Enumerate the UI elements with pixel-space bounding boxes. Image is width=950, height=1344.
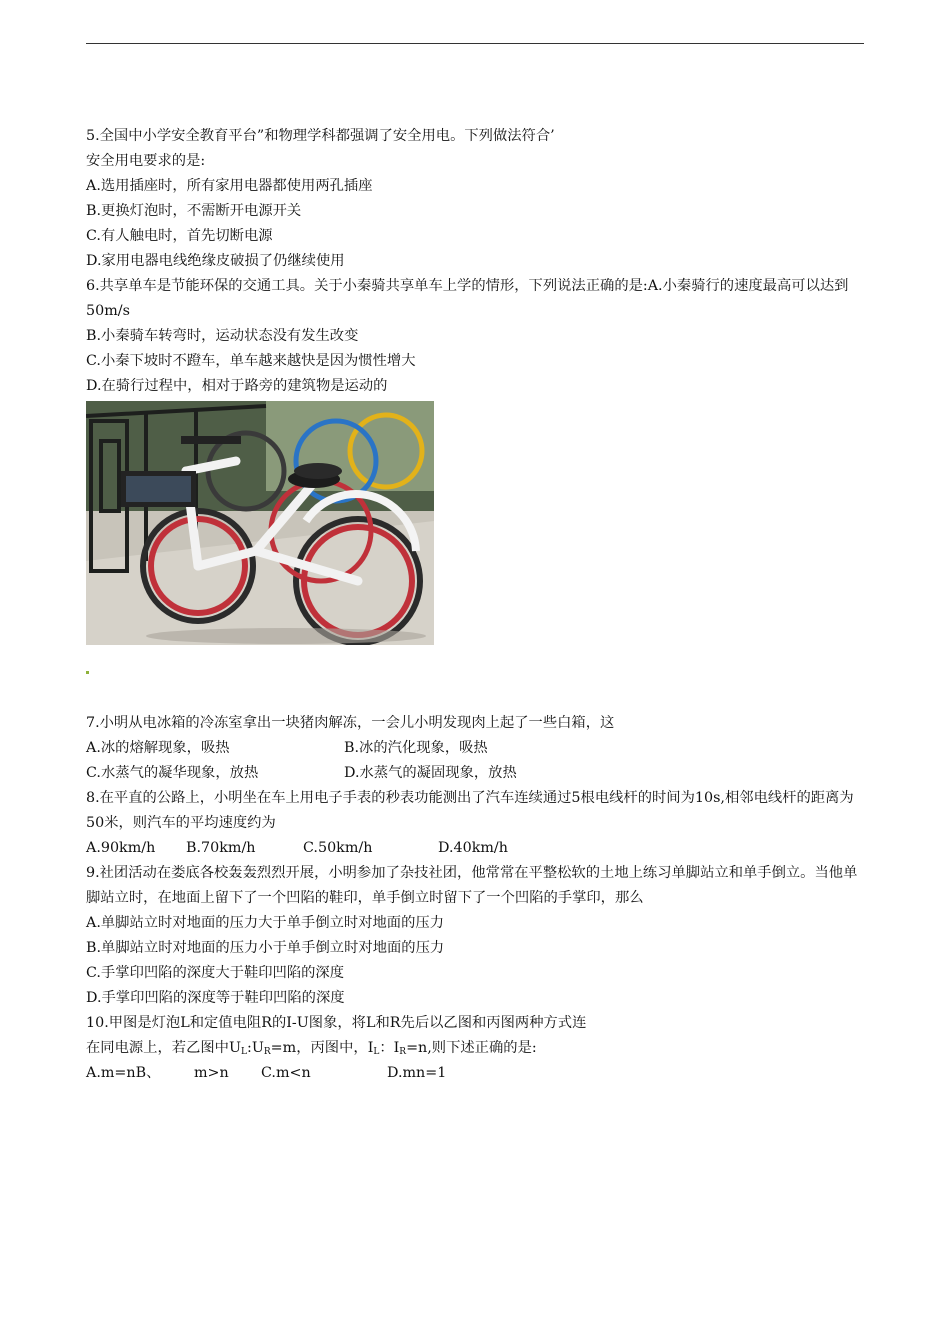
q7-option-b: B.冰的汽化现象，吸热: [344, 740, 488, 756]
q10-subscript-r: R: [399, 1047, 407, 1057]
q6-option-c: C.小秦下坡时不蹬车，单车越来越快是因为惯性增大: [86, 353, 416, 369]
q9-option-d: D.手掌印凹陷的深度等于鞋印凹陷的深度: [86, 990, 345, 1006]
q10-subscript-r: R: [263, 1047, 271, 1057]
q9-option-a: A.单脚站立时对地面的压力大于单手倒立时对地面的压力: [86, 915, 444, 931]
bicycle-illustration: [86, 401, 434, 645]
q10-subscript-l: L: [373, 1047, 380, 1057]
q10-option-c: C.m<n: [261, 1065, 311, 1081]
q8-option-a: A.90km/h: [86, 840, 156, 856]
q9-option-b: B.单脚站立时对地面的压力小于单手倒立时对地面的压力: [86, 940, 445, 956]
q5-option-d: D.家用电器电线绝缘皮破损了仍继续使用: [86, 253, 345, 269]
q10-subscript-l: L: [241, 1047, 248, 1057]
q10-stem-line1: 10.甲图是灯泡L和定值电阻R的I-U图象，将L和R先后以乙图和丙图两种方式连: [86, 1015, 587, 1031]
q10-stem-line2: [86, 1036, 866, 1061]
q10-text-part: =m，丙图中，I: [270, 1040, 374, 1056]
q5-option-b: B.更换灯泡时，不需断开电源开关: [86, 203, 302, 219]
q10-text-part: ：I: [379, 1040, 400, 1056]
q7-option-a: A.冰的熔解现象，吸热: [86, 740, 230, 756]
header-rule: [86, 43, 864, 44]
q9-stem: 9.社团活动在娄底各校轰轰烈烈开展，小明参加了杂技社团，他常常在平整松软的土地上练习单脚站立和单手倒立。当他单脚站立时，在地面上留下了一个凹陷的鞋印，单手倒立时留下了一个凹陷的手掌印，那么: [86, 865, 858, 906]
q7-options-row2: [86, 761, 866, 786]
q5-stem-line1: 5.全国中小学安全教育平台”和物理学科都强调了安全用电。下列做法符合’: [86, 128, 555, 144]
q10-text-part: =n,则下述正确的是:: [406, 1040, 537, 1056]
q8-options: [86, 836, 866, 861]
q9-option-c: C.手掌印凹陷的深度大于鞋印凹陷的深度: [86, 965, 345, 981]
q7-option-d: D.水蒸气的凝固现象，放热: [344, 765, 517, 781]
q7-option-c: C.水蒸气的凝华现象，放热: [86, 765, 259, 781]
q10-option-b: m>n: [194, 1065, 229, 1081]
q10-text-part: :U: [247, 1040, 264, 1056]
q10-options: [86, 1061, 866, 1086]
exam-content: [86, 124, 866, 1086]
q8-option-d: D.40km/h: [438, 840, 508, 856]
stray-mark: [86, 671, 89, 674]
q10-option-a: A.m=nB、: [86, 1065, 161, 1081]
q10-text-part: 在同电源上，若乙图中U: [86, 1040, 242, 1056]
shared-bicycle-photo: [86, 401, 434, 645]
q7-stem: 7.小明从电冰箱的冷冻室拿出一块猪肉解冻，一会儿小明发现肉上起了一些白箱，这: [86, 715, 615, 731]
q7-options-row1: [86, 736, 866, 761]
q8-option-c: C.50km/h: [303, 840, 373, 856]
q5-stem-line2: 安全用电要求的是:: [86, 153, 206, 169]
q8-option-b: B.70km/h: [186, 840, 256, 856]
q5-option-a: A.选用插座时，所有家用电器都使用两孔插座: [86, 178, 373, 194]
q8-stem: 8.在平直的公路上，小明坐在车上用电子手表的秒表功能测出了汽车连续通过5根电线杆的时间为10s,相邻电线杆的距离为50米，则汽车的平均速度约为: [86, 790, 854, 831]
q6-option-b: B.小秦骑车转弯时，运动状态没有发生改变: [86, 328, 359, 344]
q6-option-d: D.在骑行过程中，相对于路旁的建筑物是运动的: [86, 378, 388, 394]
q10-option-d: D.mn=1: [387, 1065, 447, 1081]
q6-stem: 6.共享单车是节能环保的交通工具。关于小秦骑共享单车上学的情形，下列说法正确的是:A.小秦骑行的速度最高可以达到50m/s: [86, 278, 849, 319]
q5-option-c: C.有人触电时，首先切断电源: [86, 228, 273, 244]
